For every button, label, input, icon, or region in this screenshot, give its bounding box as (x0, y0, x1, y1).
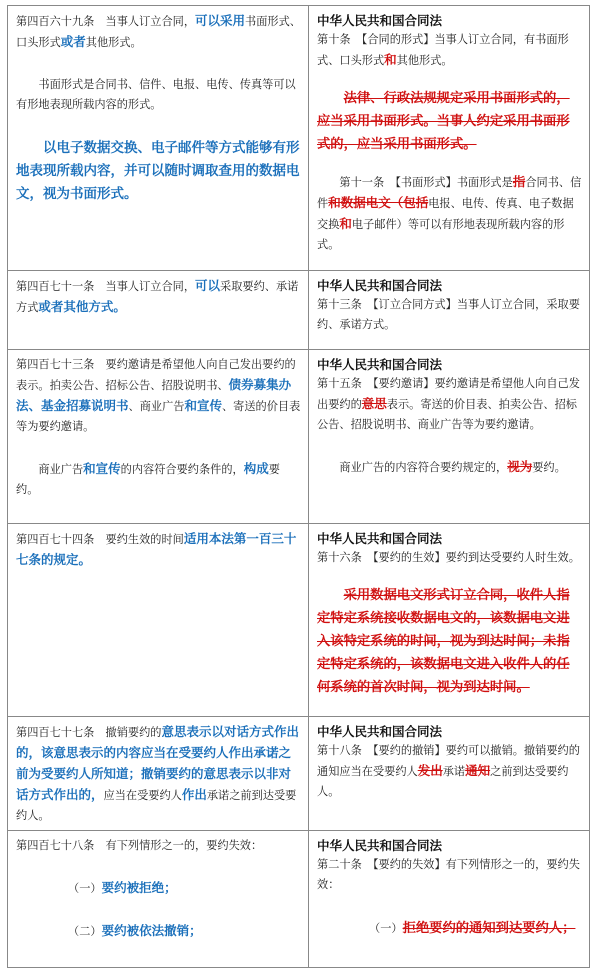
added-text: 可以 (195, 278, 221, 293)
law-title: 中华人民共和国合同法 (317, 357, 443, 372)
old-law-cell (309, 271, 590, 350)
table-row (8, 350, 590, 524)
new-code-cell (8, 831, 309, 968)
article-474: 第四百七十四条 要约生效的时间适用本法第一百三十七条的规定。 (16, 531, 297, 567)
deleted-text: 指 (512, 174, 526, 189)
article-469: 第四百六十九条 当事人订立合同，可以采用书面形式、口头形式或者其他形式。 (16, 13, 301, 49)
deleted-text: 意思 (361, 396, 387, 411)
law-title: 中华人民共和国合同法 (317, 278, 443, 293)
article-11: 第十一条 【书面形式】书面形式是指合同书、信件和数据电文（包括电报、电传、传真、电子数据交换和电子邮件）等可以有形地表现所载内容的形式。 (317, 174, 582, 251)
article-10: 第十条 【合同的形式】当事人订立合同，有书面形式、口头形式和其他形式。 (317, 33, 569, 67)
list-item: （一）要约被拒绝； (68, 880, 177, 895)
new-code-cell (8, 717, 309, 831)
added-text: 债券募集办法、基金招募说明书 (16, 377, 292, 413)
added-text: 或者其他方式。 (38, 299, 126, 314)
paragraph: 书面形式是合同书、信件、电报、电传、传真等可以有形地表现所载内容的形式。 (16, 78, 296, 111)
new-code-cell (8, 524, 309, 717)
added-text: 要约被依法撤销； (101, 923, 202, 938)
table-row (8, 271, 590, 350)
law-title: 中华人民共和国合同法 (317, 13, 443, 28)
table-row (8, 717, 590, 831)
new-code-cell (8, 350, 309, 524)
changed-text: 和 (384, 52, 397, 67)
deleted-text: 通知 (465, 763, 491, 778)
added-text: 构成 (243, 461, 269, 476)
deleted-paragraph: 采用数据电文形式订立合同，收件人指定特定系统接收数据电文的，该数据电文进入该特定系统的时间，视为到达时间；未指定特定系统的，该数据电文进入收件人的任何系统的首次时间，视为到达时间。 (317, 588, 570, 695)
list-item: （一）拒绝要约的通知到达要约人； (369, 921, 576, 936)
law-title: 中华人民共和国合同法 (317, 838, 443, 853)
added-text: 要约被拒绝； (101, 880, 177, 895)
added-text: 意思表示以对话方式作出的，该意思表示的内容应当在受要约人作出承诺之前为受要约人所知道；撤销要约的意思表示以非对话方式作出的， (16, 724, 299, 802)
old-law-cell (309, 350, 590, 524)
article-15: 第十五条 【要约邀请】要约邀请是希望他人向自己发出要约的意思表示。寄送的价目表、拍卖公告、招标公告、招股说明书、商业广告等为要约邀请。 (317, 377, 580, 431)
law-title: 中华人民共和国合同法 (317, 531, 443, 546)
added-paragraph: 以电子数据交换、电子邮件等方式能够有形地表现所载内容，并可以随时调取查用的数据电文，视为书面形式。 (16, 140, 300, 202)
old-law-cell (309, 6, 590, 271)
deleted-text: 视为 (507, 459, 533, 474)
article-16: 第十六条 【要约的生效】要约到达受要约人时生效。 (317, 551, 580, 564)
added-text: 可以采用 (195, 13, 246, 28)
new-code-cell (8, 271, 309, 350)
added-text: 或者 (60, 34, 86, 49)
list-item: （二）要约被依法撤销； (68, 923, 202, 938)
law-title: 中华人民共和国合同法 (317, 724, 443, 739)
table-row (8, 6, 590, 271)
new-code-cell (8, 6, 309, 271)
added-text: 作出 (181, 787, 207, 802)
deleted-paragraph: 法律、行政法规规定采用书面形式的，应当采用书面形式。当事人约定采用书面形式的，应当采用书面形式。 (317, 91, 570, 152)
old-law-cell (309, 524, 590, 717)
paragraph: 商业广告的内容符合要约规定的，视为要约。 (339, 459, 566, 474)
article-13: 第十三条 【订立合同方式】当事人订立合同，采取要约、承诺方式。 (317, 298, 580, 331)
added-text: 和宣传 (184, 398, 222, 413)
table-row (8, 524, 590, 717)
changed-text: 和 (339, 216, 352, 231)
added-text: 和宣传 (83, 461, 121, 476)
comparison-table (7, 5, 590, 968)
paragraph: 商业广告和宣传的内容符合要约条件的，构成要约。 (16, 461, 280, 496)
deleted-text: 和数据电文（包括 (328, 195, 429, 210)
table-row (8, 831, 590, 968)
article-18: 第十八条 【要约的撤销】要约可以撤销。撤销要约的通知应当在受要约人发出承诺通知之前到达受要约人。 (317, 744, 580, 798)
article-471: 第四百七十一条 当事人订立合同，可以采取要约、承诺方式或者其他方式。 (16, 278, 299, 314)
old-law-cell (309, 717, 590, 831)
article-478: 第四百七十八条 有下列情形之一的，要约失效： (16, 839, 263, 852)
article-477: 第四百七十七条 撤销要约的意思表示以对话方式作出的，该意思表示的内容应当在受要约人作出承诺之前为受要约人所知道；撤销要约的意思表示以非对话方式作出的，应当在受要约人作出承诺之前到达受要约人。 (16, 724, 299, 822)
article-473: 第四百七十三条 要约邀请是希望他人向自己发出要约的表示。拍卖公告、招标公告、招股说明书、债券募集办法、基金招募说明书、商业广告和宣传、寄送的价目表等为要约邀请。 (16, 358, 301, 433)
added-text: 适用本法第一百三十七条的规定。 (16, 531, 297, 567)
article-20: 第二十条 【要约的失效】有下列情形之一的，要约失效： (317, 858, 580, 891)
old-law-cell (309, 831, 590, 968)
deleted-text: 发出 (417, 763, 443, 778)
deleted-text: 拒绝要约的通知到达要约人； (402, 921, 576, 936)
